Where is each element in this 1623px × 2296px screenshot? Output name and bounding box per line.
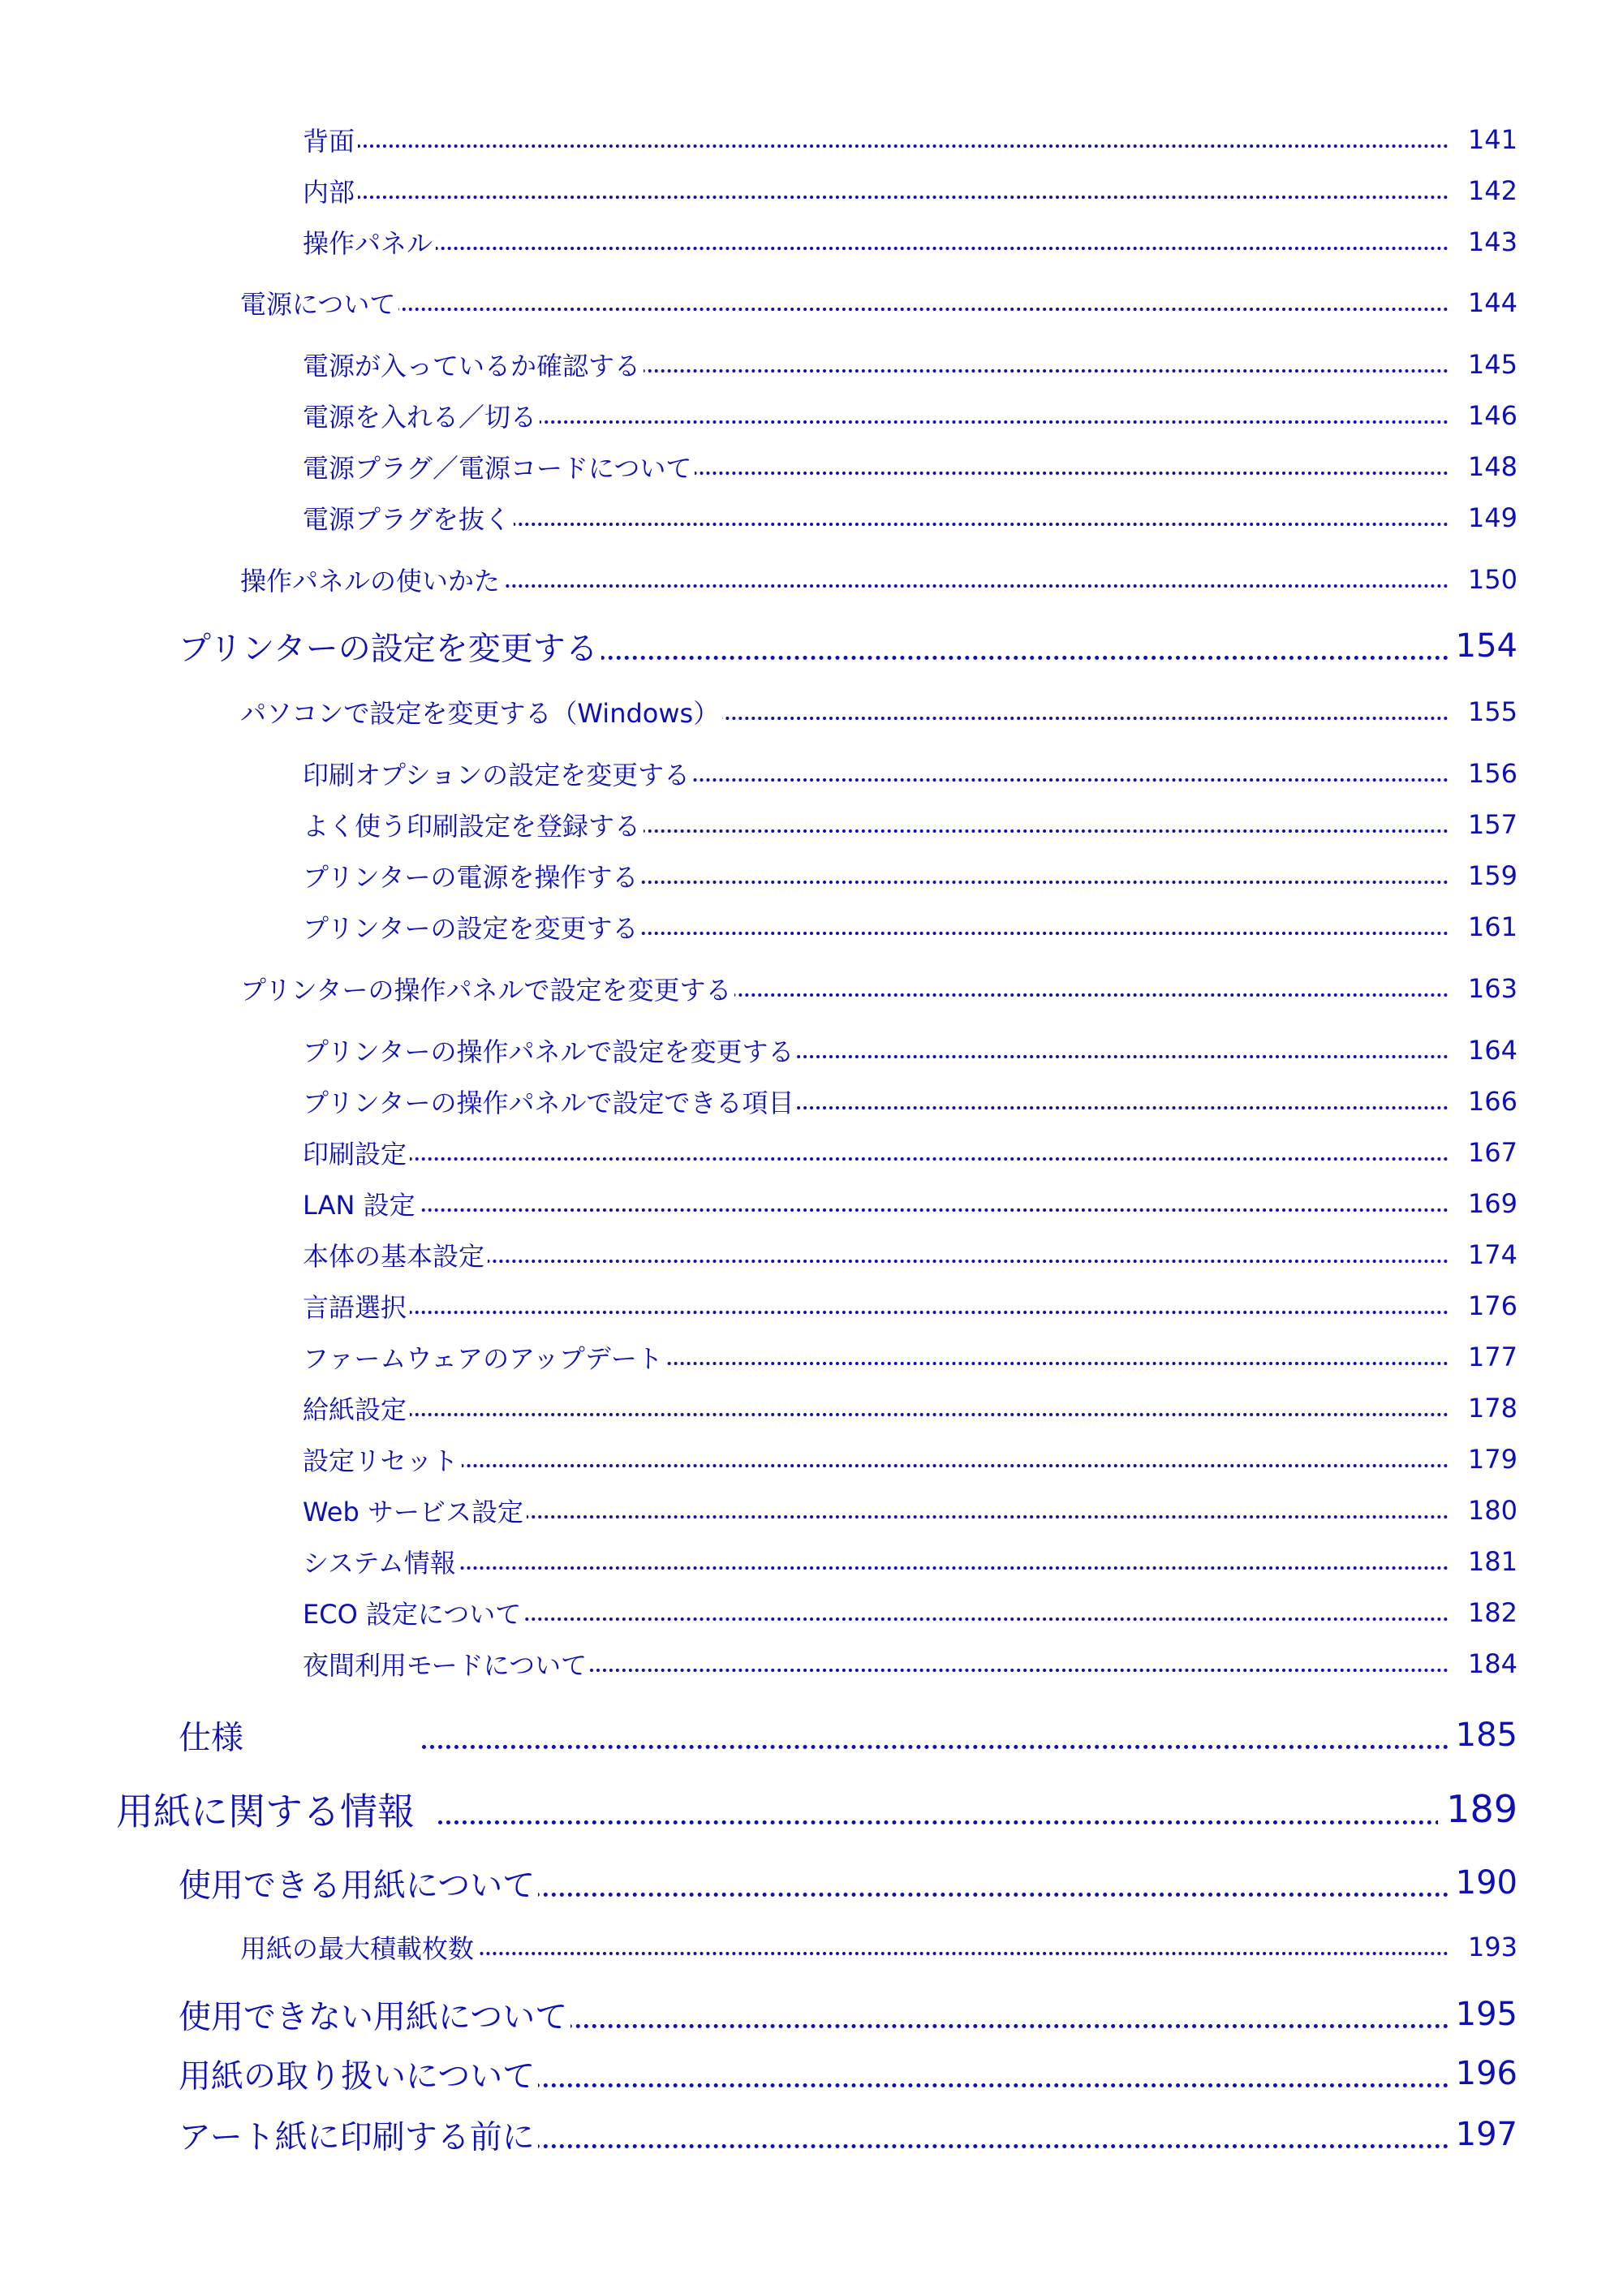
toc-entry-title: プリンターの設定を変更する: [179, 623, 601, 670]
toc-page-number: 195: [1448, 1996, 1518, 2033]
toc-entry-title: 電源を入れる／切る: [303, 397, 540, 434]
toc-dot-leader: [422, 2144, 1449, 2148]
toc-entry[interactable]: [0, 1034, 1623, 1066]
toc-entry-title: プリンターの操作パネルで設定できる項目: [303, 1083, 797, 1120]
toc-entry[interactable]: [0, 1238, 1623, 1271]
toc-entry[interactable]: [0, 399, 1623, 432]
toc-page-number: 181: [1460, 1546, 1518, 1577]
toc-dot-leader: [357, 1952, 1449, 1955]
toc-page-number: 169: [1460, 1188, 1518, 1219]
toc-entry[interactable]: [0, 1545, 1623, 1578]
toc-entry[interactable]: [0, 972, 1623, 1005]
toc-page-number: 150: [1460, 564, 1518, 595]
toc-entry-title: プリンターの電源を操作する: [303, 857, 641, 894]
toc-entry-title: 用紙の取り扱いについて: [179, 2051, 538, 2097]
toc-entry[interactable]: [0, 563, 1623, 596]
toc-entry-title: プリンターの設定を変更する: [303, 908, 641, 946]
toc-entry[interactable]: [0, 757, 1623, 790]
toc-entry-title: アート紙に印刷する前に: [179, 2112, 538, 2158]
toc-entry[interactable]: [0, 1931, 1623, 1963]
toc-entry-title: 電源プラグを抜く: [303, 499, 514, 536]
toc-entry[interactable]: [0, 1648, 1623, 1680]
toc-entry[interactable]: [0, 1783, 1623, 1835]
toc-entry[interactable]: [0, 226, 1623, 258]
toc-entry[interactable]: [0, 1443, 1623, 1475]
toc-dot-leader: [357, 1413, 1449, 1416]
toc-page-number: 180: [1460, 1495, 1518, 1526]
toc-entry-title: 使用できる用紙について: [179, 1860, 538, 1906]
toc-entry[interactable]: [0, 1187, 1623, 1220]
toc-entry-title: 電源が入っているか確認する: [303, 346, 644, 383]
toc-dot-leader: [357, 308, 1449, 311]
toc-entry[interactable]: [0, 911, 1623, 943]
toc-entry[interactable]: [0, 1392, 1623, 1424]
toc-entry-title: 印刷設定: [303, 1134, 410, 1171]
toc-page-number: 143: [1460, 226, 1518, 257]
toc-entry[interactable]: [0, 2051, 1623, 2096]
toc-entry-title: LAN 設定: [303, 1185, 419, 1222]
toc-entry[interactable]: [0, 1712, 1623, 1758]
toc-page-number: 142: [1460, 175, 1518, 206]
toc-page-number: 149: [1460, 502, 1518, 533]
toc-entry[interactable]: [0, 696, 1623, 728]
toc-page-number: 174: [1460, 1239, 1518, 1270]
toc-entry-title: 言語選択: [303, 1287, 410, 1325]
toc-entry[interactable]: [0, 808, 1623, 841]
toc-entry-title: 操作パネルの使いかた: [240, 561, 503, 598]
toc-dot-leader: [422, 2083, 1449, 2087]
toc-page-number: 145: [1460, 349, 1518, 380]
toc-entry-title: よく使う印刷設定を登録する: [303, 806, 644, 843]
toc-page-number: 185: [1448, 1717, 1518, 1754]
toc-entry-title: 印刷オプションの設定を変更する: [303, 755, 693, 792]
toc-entry-title: 給紙設定: [303, 1389, 410, 1427]
toc-entry-title: 用紙に関する情報: [116, 1782, 418, 1836]
toc-entry-title: プリンターの操作パネルで設定を変更する: [303, 1032, 797, 1069]
toc-page-number: 189: [1438, 1787, 1518, 1831]
toc-page-number: 184: [1460, 1648, 1518, 1679]
toc-page-number: 161: [1460, 911, 1518, 942]
toc-page-number: 193: [1460, 1932, 1518, 1962]
toc-page-number: 177: [1460, 1342, 1518, 1372]
toc-page-number: 164: [1460, 1035, 1518, 1066]
toc-dot-leader: [357, 1566, 1449, 1570]
toc-page-number: 197: [1448, 2116, 1518, 2153]
toc-entry[interactable]: [0, 286, 1623, 319]
toc-dot-leader: [357, 1464, 1449, 1467]
toc-entry[interactable]: [0, 859, 1623, 892]
toc-page-number: 178: [1460, 1393, 1518, 1424]
toc-entry[interactable]: [0, 450, 1623, 483]
toc-entry-title: システム情報: [303, 1543, 459, 1580]
toc-entry-title: パソコンで設定を変更する（Windows）: [240, 693, 722, 730]
toc-page-number: 166: [1460, 1086, 1518, 1117]
toc-dot-leader: [422, 1745, 1449, 1749]
toc-page-number: 190: [1448, 1864, 1518, 1902]
toc-dot-leader: [357, 144, 1449, 148]
toc-entry[interactable]: [0, 1085, 1623, 1118]
toc-entry-title: 操作パネル: [303, 223, 436, 261]
toc-entry[interactable]: [0, 1494, 1623, 1527]
toc-entry[interactable]: [0, 1136, 1623, 1169]
toc-page-number: 155: [1460, 696, 1518, 727]
toc-entry[interactable]: [0, 1860, 1623, 1906]
toc-entry-title: 背面: [303, 121, 358, 158]
toc-page-number: 144: [1460, 287, 1518, 318]
toc-entry[interactable]: [0, 1596, 1623, 1629]
toc-entry-title: 用紙の最大積載枚数: [240, 1928, 477, 1966]
toc-page-number: 163: [1460, 973, 1518, 1004]
toc-dot-leader: [357, 1157, 1449, 1161]
toc-page-number: 146: [1460, 400, 1518, 431]
toc-page-number: 154: [1448, 627, 1518, 665]
toc-entry-title: 夜間利用モードについて: [303, 1645, 590, 1682]
toc-page-number: 157: [1460, 809, 1518, 840]
toc-entry-title: 使用できない用紙について: [179, 1992, 570, 2038]
toc-page-number: 159: [1460, 860, 1518, 891]
toc-dot-leader: [422, 2024, 1449, 2028]
toc-entry[interactable]: [0, 174, 1623, 207]
toc-entry[interactable]: [0, 502, 1623, 534]
toc-entry[interactable]: [0, 1341, 1623, 1373]
toc-dot-leader: [422, 1893, 1449, 1897]
toc-entry-title: プリンターの操作パネルで設定を変更する: [240, 970, 734, 1007]
toc-entry[interactable]: [0, 623, 1623, 669]
toc-entry[interactable]: [0, 123, 1623, 156]
toc-dot-leader: [357, 584, 1449, 588]
toc-dot-leader: [357, 1208, 1449, 1212]
toc-entry[interactable]: [0, 348, 1623, 381]
toc-dot-leader: [357, 247, 1449, 250]
toc-entry-title: 電源プラグ／電源コードについて: [303, 448, 695, 485]
toc-entry-title: 内部: [303, 172, 358, 209]
toc-entry[interactable]: [0, 1290, 1623, 1322]
toc-dot-leader: [357, 523, 1449, 526]
toc-page-number: 176: [1460, 1290, 1518, 1321]
toc-page-number: 141: [1460, 124, 1518, 155]
toc-dot-leader: [357, 1311, 1449, 1314]
toc-entry-title: 本体の基本設定: [303, 1236, 488, 1273]
toc-page-number: 156: [1460, 758, 1518, 789]
toc-entry-title: 仕様: [179, 1712, 247, 1759]
toc-entry[interactable]: [0, 1992, 1623, 2037]
toc-entry-title: 電源について: [240, 284, 398, 321]
toc-page-number: 196: [1448, 2055, 1518, 2092]
toc-page-number: 148: [1460, 451, 1518, 482]
toc-entry-title: ECO 設定について: [303, 1594, 524, 1631]
toc-dot-leader: [357, 196, 1449, 199]
toc-dot-leader: [438, 1820, 1449, 1824]
toc-dot-leader: [357, 1260, 1449, 1263]
toc-entry[interactable]: [0, 2112, 1623, 2157]
toc-page-number: 182: [1460, 1597, 1518, 1628]
toc-entry-title: 設定リセット: [303, 1441, 462, 1478]
toc-entry-title: ファームウェアのアップデート: [303, 1338, 666, 1376]
toc-page-number: 179: [1460, 1444, 1518, 1475]
toc-page-number: 167: [1460, 1137, 1518, 1168]
toc-entry-title: Web サービス設定: [303, 1492, 527, 1529]
